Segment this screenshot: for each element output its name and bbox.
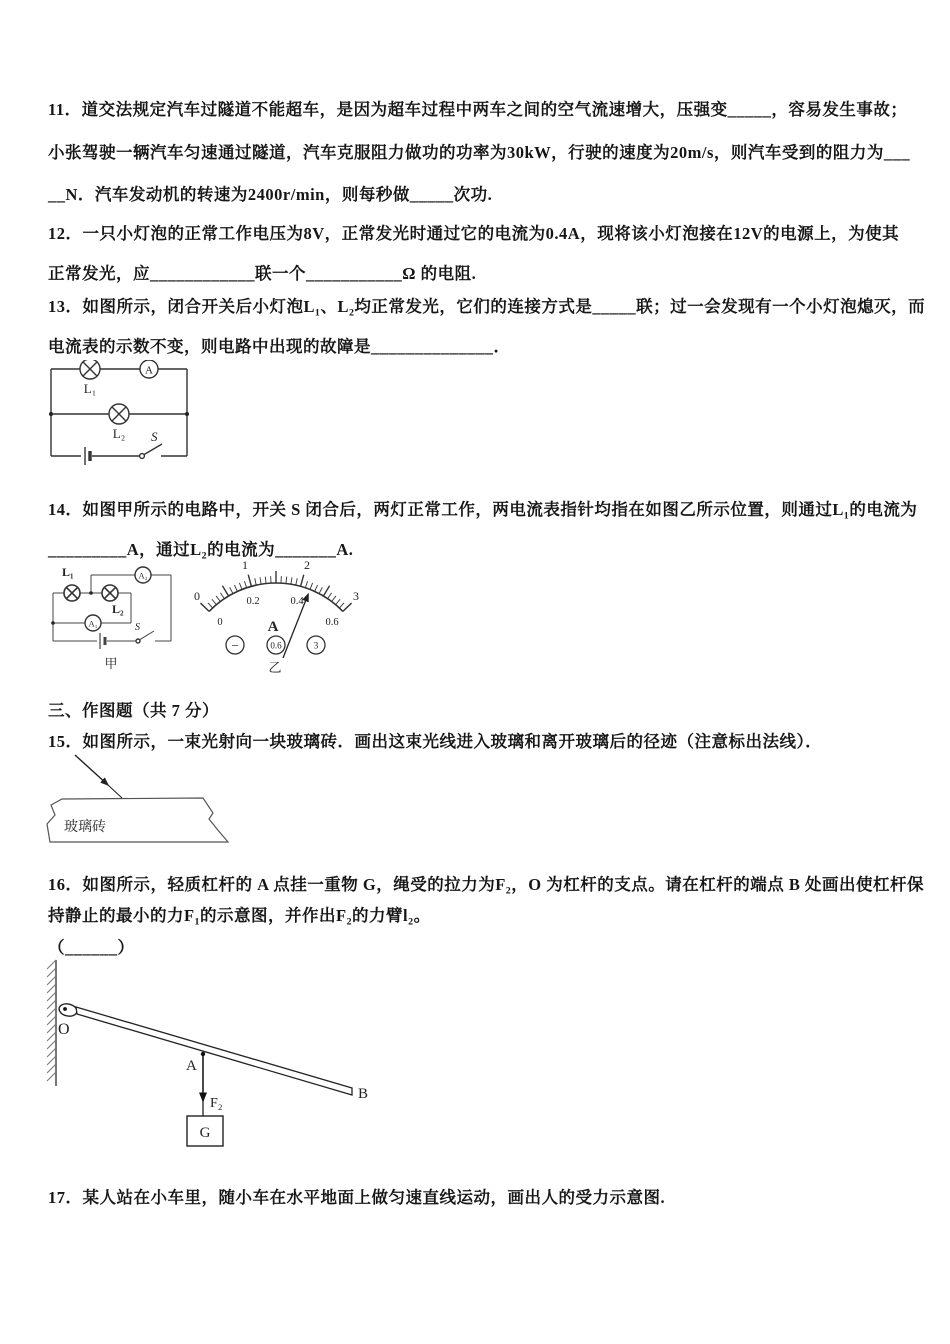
outer-tick-0: 0 [194,589,200,603]
ammeter-icon [140,360,158,378]
pivot-label: O [58,1021,70,1038]
outer-tick-3: 3 [353,589,359,603]
terminal-3 [307,636,325,654]
inner-tick-0: 0 [217,617,223,628]
lamp-L2-icon [102,585,118,601]
terminal-minus [226,636,244,654]
q13-line1: 13．如图所示，闭合开关后小灯泡L₁、L₂均正常发光，它们的连接方式是_____联；过一会发现有一个小灯泡熄灭，而 [48,297,926,316]
ammeter-A1-label: A₁ [88,618,98,629]
ammeter-dial-figure [193,553,365,675]
q14-line1: 14．如图甲所示的电路中，开关 S 闭合后，两灯正常工作，两电流表指针均指在如图乙所示位置，则通过L₁的电流为 [48,500,918,519]
ammeter-A2-icon [135,567,151,583]
switch-label: S [151,429,158,444]
inner-tick-04: 0.4 [290,596,304,607]
q13-line2: 电流表的示数不变，则电路中出现的故障是______________． [48,337,511,356]
battery-icon [100,633,105,649]
terminal-3-label: 3 [313,640,319,651]
q15-glass-brick-figure [42,748,242,848]
wall-icon [47,960,56,1086]
q12-line1: 12．一只小灯泡的正常工作电压为8V，正常发光时通过它的电流为0.4A，现将该小灯泡接在12V的电源上，为使其 [48,224,900,243]
ammeter-A2-label: A₂ [138,570,148,581]
weight-G-icon [187,1116,223,1146]
force-F2-label: F₂ [210,1096,223,1111]
point-A-label: A [186,1058,197,1074]
q11-line1: 11．道交法规定汽车过隧道不能超车，是因为超车过程中两车之间的空气流速增大，压强变_____，容易发生事故； [48,100,908,119]
pivot-icon [58,1002,78,1017]
q13-circuit-figure [48,360,198,472]
q12-line2: 正常发光，应____________联一个___________Ω 的电阻. [48,264,477,283]
point-A-dot [201,1052,205,1056]
lever-bar [76,1007,352,1095]
end-B-label: B [358,1086,369,1102]
outer-tick-2: 2 [304,558,310,572]
lamp-L2-label: L₂ [112,602,124,616]
dial-arc [209,583,343,611]
q17-line1: 17．某人站在小车里，随小车在水平地面上做匀速直线运动，画出人的受力示意图. [48,1188,666,1207]
terminal-0-6-label: 0.6 [270,640,282,651]
q11-line3: __N．汽车发动机的转速为2400r/min，则每秒做_____次功. [48,185,493,204]
switch-icon [140,444,162,458]
battery-icon [85,447,90,465]
q15-line1: 15．如图所示，一束光射向一块玻璃砖．画出这束光线进入玻璃和离开玻璃后的径迹（注意标出法线）． [48,732,823,751]
figure-yi-caption: 乙 [268,660,282,675]
inner-tick-06: 0.6 [325,617,339,628]
figure-jia-caption: 甲 [104,656,118,671]
lamp-L1-label: L₁ [83,381,97,396]
glass-brick-label: 玻璃砖 [64,820,106,835]
dial-ticks [200,571,351,611]
terminal-minus-label: − [231,638,239,653]
switch-label: S [135,622,140,633]
q14-circuit-figure [48,558,188,672]
q16-line2: 持静止的最小的力F₁的示意图，并作出F₂的力臂l₂。 [48,906,431,925]
outer-tick-1: 1 [242,558,248,572]
q16-answer-blank: （______） [48,938,135,957]
lamp-L1-label: L₁ [62,565,74,579]
q14-line2: _________A，通过L₂的电流为_______A. [48,540,354,559]
q16-lever-figure [40,958,385,1158]
dial-unit-label: A [267,619,279,635]
weight-G-label: G [199,1125,211,1141]
terminal-0-6 [267,636,285,654]
ammeter-label: A [145,364,153,377]
ammeter-A1-icon [85,615,101,631]
q11-line2: 小张驾驶一辆汽车匀速通过隧道，汽车克服阻力做功的功率为30kW，行驶的速度为20m/s，则汽车受到的阻力为___ [48,143,911,162]
section3-title: 三、作图题（共 7 分） [48,701,219,720]
lamp-L2-label: L₂ [112,426,126,441]
lamp-L1-icon [80,360,100,379]
inner-tick-02: 0.2 [246,596,260,607]
lamp-L1-icon [64,585,80,601]
incident-ray-icon [75,755,122,798]
q16-line1: 16．如图所示，轻质杠杆的 A 点挂一重物 G，绳受的拉力为F₂，O 为杠杆的支点。请在杠杆的端点 B 处画出使杠杆保 [48,875,924,894]
